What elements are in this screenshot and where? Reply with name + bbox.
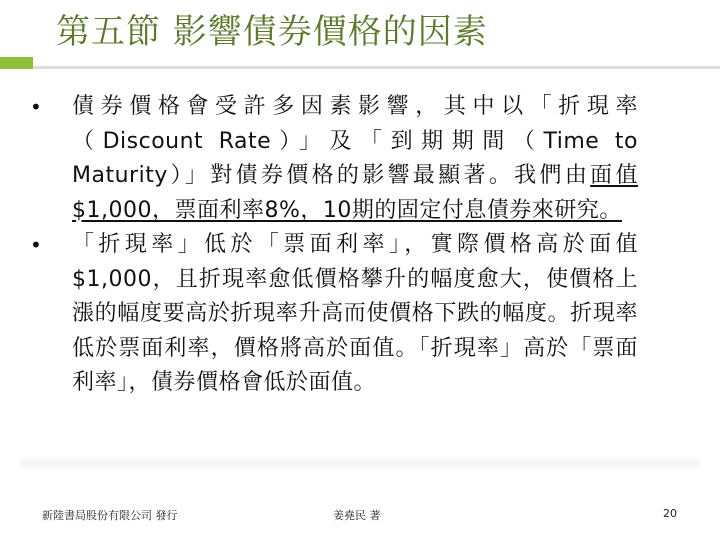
- footer-fade-divider: [20, 455, 700, 471]
- title-divider-line: [33, 66, 720, 69]
- slide-title: 第五節 影響債券價格的因素: [56, 12, 488, 52]
- bullet-text-1-underlined: 面值$1,000，票面利率8%，10期的固定付息債券來研究。: [72, 163, 638, 223]
- bullet-marker: •: [30, 95, 42, 119]
- bullet-text-1: [72, 90, 688, 228]
- title-accent-bar: [0, 57, 33, 69]
- bullet-text-2: 「折現率」低於「票面利率」，實際價格高於面值$1,000，且折現率愈低價格攀升的幅度愈大，使價格上漲的幅度要高於折現率升高而使價格下跌的幅度。折現率低於票面利率，價格將高於面值。「折現率」高於「票面利率」，債券價格會低於面值。: [72, 232, 638, 395]
- page-number: 20: [663, 507, 677, 520]
- bullet-marker: •: [30, 233, 42, 257]
- bullet-text-1-plain: 債券價格會受許多因素影響，其中以「折現率（Discount Rate）」及「到期期間（Time to Maturity）」對債券價格的影響最顯著。我們由: [72, 94, 638, 188]
- bullet-item-1: [28, 90, 688, 228]
- slide-body: [28, 90, 688, 401]
- footer-publisher: 新陸書局股份有限公司 發行: [42, 509, 178, 522]
- footer-author: 姜堯民 著: [333, 509, 381, 522]
- bullet-item-2: [28, 228, 688, 401]
